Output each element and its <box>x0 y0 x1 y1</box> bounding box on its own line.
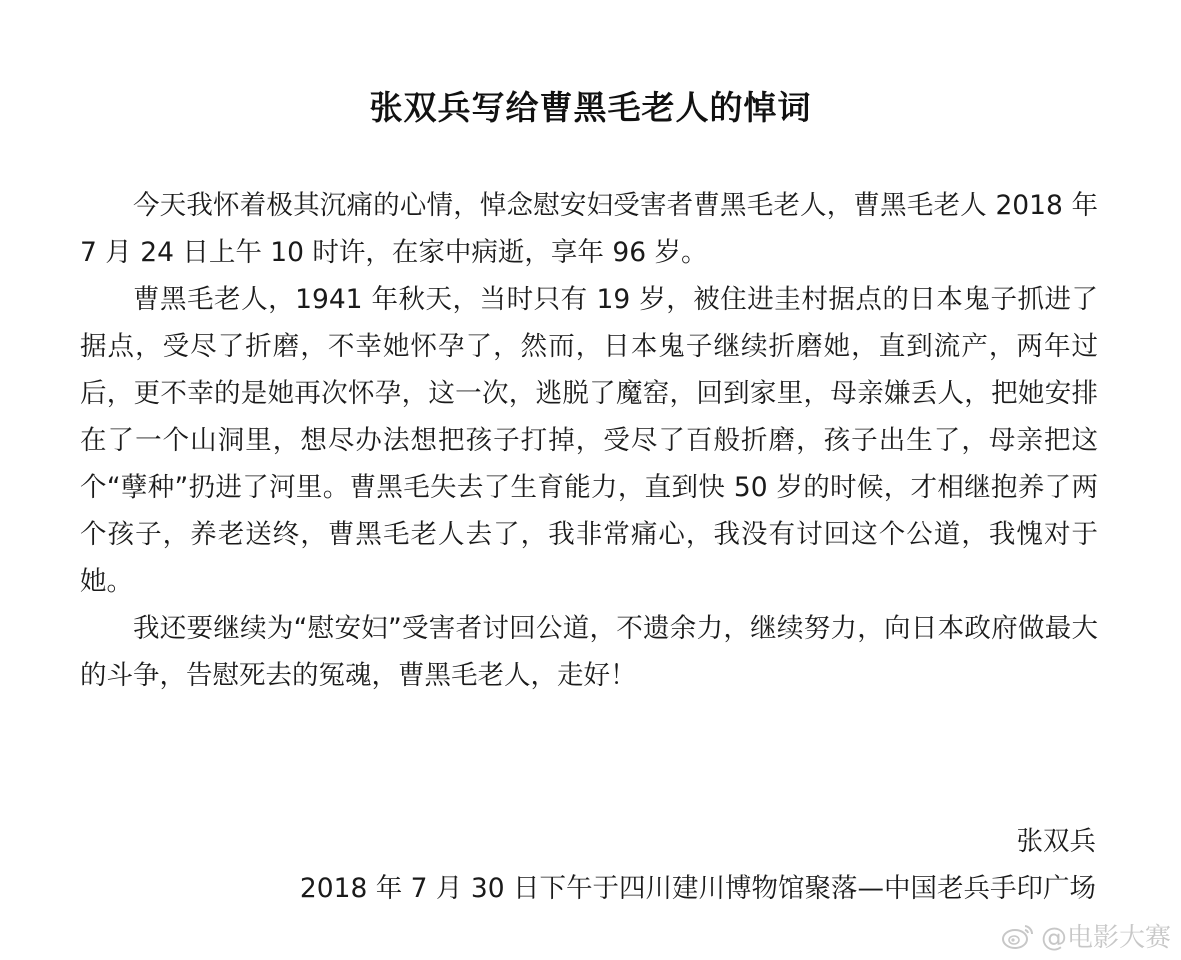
paragraph-2: 曹黑毛老人，1941 年秋天，当时只有 19 岁，被住进圭村据点的日本鬼子抓进了据点，受尽了折磨，不幸她怀孕了，然而，日本鬼子继续折磨她，直到流产，两年过后，更不幸的是她再次怀孕，这一次，逃脱了魔窑，回到家里，母亲嫌丢人，把她安排在了一个山洞里，想尽办法想把孩子打掉，受尽了百般折磨，孩子出生了，母亲把这个“孽种”扔进了河里。曹黑毛失去了生育能力，直到快 50 岁的时候，才相继抱养了两个孩子，养老送终，曹黑毛老人去了，我非常痛心，我没有讨回这个公道，我愧对于她。 <box>80 284 1098 597</box>
signature-name: 张双兵 <box>1016 826 1096 857</box>
paragraph-3: 我还要继续为“慰安妇”受害者讨回公道，不遗余力，继续努力，向日本政府做最大的斗争，告慰死去的冤魂，曹黑毛老人，走好！ <box>80 613 1098 691</box>
document-body <box>80 182 1098 699</box>
paragraph-1: 今天我怀着极其沉痛的心情，悼念慰安妇受害者曹黑毛老人，曹黑毛老人 2018 年 7 月 24 日上午 10 时许，在家中病逝，享年 96 岁。 <box>80 190 1098 268</box>
signature-block <box>300 818 1096 912</box>
watermark-text: @电影大赛 <box>1040 923 1171 953</box>
document-title: 张双兵写给曹黑毛老人的悼词 <box>369 88 812 127</box>
signature-date-place: 2018 年 7 月 30 日下午于四川建川博物馆聚落—中国老兵手印广场 <box>299 873 1096 904</box>
weibo-icon <box>1001 922 1035 950</box>
watermark <box>1001 917 1171 954</box>
